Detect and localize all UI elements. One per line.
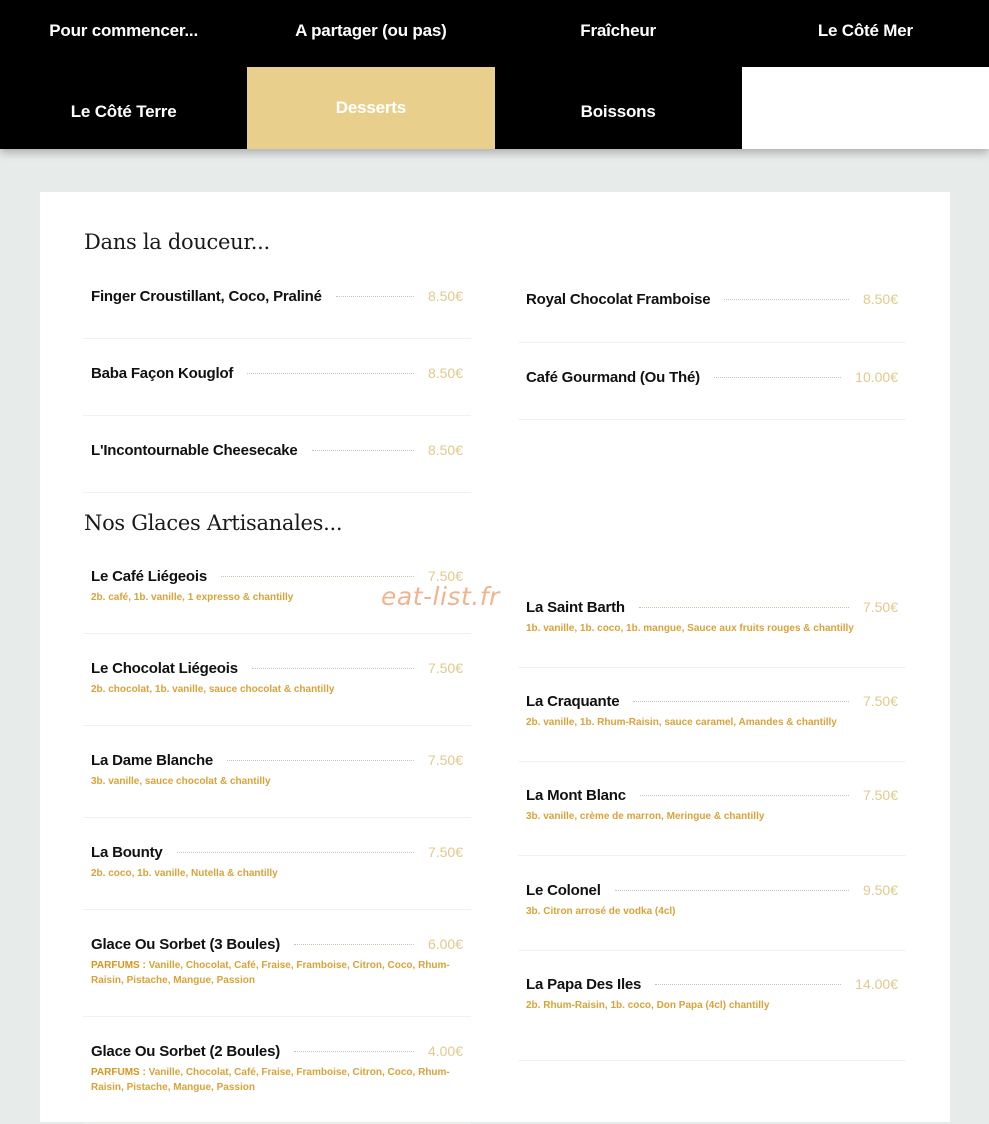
menu-item — [83, 844, 471, 881]
item-price: 6.00€ — [427, 936, 463, 952]
description-text: 2b. coco, 1b. vanille, Nutella & chantilly — [91, 868, 278, 879]
item-name: La Dame Blanche — [91, 752, 214, 769]
dot-leader — [640, 795, 849, 796]
dot-leader — [615, 890, 849, 891]
description-text: 2b. vanille, 1b. Rhum-Raisin, sauce caramel, Amandes & chantilly — [526, 717, 837, 728]
menu-item-row — [91, 752, 463, 769]
tab-cote-mer[interactable]: Le Côté Mer — [817, 20, 913, 40]
dot-leader — [252, 668, 414, 669]
item-description — [526, 621, 898, 636]
dot-leader — [177, 852, 414, 853]
description-text: Vanille, Chocolat, Café, Fraise, Framboise, Citron, Coco, Rhum-Raisin, Pistache, Mangue, Passion — [91, 960, 450, 986]
menu-item-row — [526, 882, 898, 899]
description-text: 2b. café, 1b. vanille, 1 expresso & chantilly — [91, 592, 294, 603]
item-description — [526, 809, 898, 824]
menu-item-row — [526, 599, 898, 616]
tab-boissons[interactable]: Boissons — [495, 67, 742, 149]
item-name: La Craquante — [526, 693, 620, 710]
menu-item — [83, 936, 471, 988]
category-nav — [0, 0, 989, 149]
item-divider — [518, 342, 906, 343]
menu-item — [518, 882, 906, 919]
description-text: 2b. chocolat, 1b. vanille, sauce chocolat & chantilly — [91, 684, 335, 695]
item-description — [526, 715, 898, 730]
item-description — [91, 958, 463, 988]
item-name: Glace Ou Sorbet (2 Boules) — [91, 1043, 281, 1060]
item-name: Baba Façon Kouglof — [91, 365, 234, 382]
description-text: Vanille, Chocolat, Café, Fraise, Framboise, Citron, Coco, Rhum-Raisin, Pistache, Mangue, Passion — [91, 1067, 450, 1093]
item-divider — [83, 492, 471, 493]
nav-row-1 — [0, 0, 989, 67]
menu-card — [40, 192, 950, 1122]
item-name: Le Chocolat Liégeois — [91, 660, 238, 677]
item-price: 14.00€ — [855, 976, 898, 992]
item-name: La Mont Blanc — [526, 787, 626, 804]
dot-leader — [336, 296, 414, 297]
dot-leader — [633, 701, 849, 702]
item-name: La Bounty — [91, 844, 163, 861]
menu-item — [518, 976, 906, 1013]
item-description — [91, 774, 463, 789]
item-description — [91, 1065, 463, 1095]
item-divider — [83, 1016, 471, 1017]
item-price: 8.50€ — [427, 365, 463, 381]
menu-item-row — [526, 976, 898, 993]
item-price: 7.50€ — [862, 693, 898, 709]
dot-leader — [247, 373, 414, 374]
item-divider — [83, 415, 471, 416]
item-name: La Papa Des Iles — [526, 976, 642, 993]
dot-leader — [639, 607, 849, 608]
item-price: 8.50€ — [862, 291, 898, 307]
dot-leader — [655, 984, 841, 985]
menu-item — [518, 291, 906, 308]
menu-item-row — [91, 442, 463, 459]
menu-item-row — [526, 693, 898, 710]
item-name: Le Colonel — [526, 882, 601, 899]
menu-item — [83, 752, 471, 789]
item-description — [91, 682, 463, 697]
dot-leader — [227, 760, 414, 761]
item-name: Finger Croustillant, Coco, Praliné — [91, 288, 322, 305]
item-divider — [83, 725, 471, 726]
menu-item-row — [91, 844, 463, 861]
item-price: 8.50€ — [427, 442, 463, 458]
item-name: La Saint Barth — [526, 599, 625, 616]
item-divider — [83, 909, 471, 910]
item-name: Royal Chocolat Framboise — [526, 291, 711, 308]
item-price: 4.00€ — [427, 1043, 463, 1059]
menu-item-row — [526, 291, 898, 308]
section-title-glaces: Nos Glaces Artisanales... — [84, 511, 343, 535]
nav-row-2 — [0, 67, 989, 149]
item-divider — [518, 950, 906, 951]
dot-leader — [221, 576, 414, 577]
item-price: 7.50€ — [427, 568, 463, 584]
menu-item — [83, 365, 471, 382]
dot-leader — [294, 1051, 414, 1052]
item-price: 7.50€ — [862, 599, 898, 615]
dot-leader — [714, 377, 841, 378]
item-divider — [518, 761, 906, 762]
parfums-label: PARFUMS : — [91, 1067, 146, 1078]
item-divider — [518, 667, 906, 668]
item-price: 7.50€ — [427, 660, 463, 676]
parfums-label: PARFUMS : — [91, 960, 146, 971]
item-name: Café Gourmand (Ou Thé) — [526, 369, 700, 386]
menu-item-row — [91, 288, 463, 305]
item-divider — [83, 633, 471, 634]
item-price: 8.50€ — [427, 288, 463, 304]
item-divider — [518, 419, 906, 420]
description-text: 2b. Rhum-Raisin, 1b. coco, Don Papa (4cl) chantilly — [526, 1000, 770, 1011]
tab-cote-terre[interactable]: Le Côté Terre — [0, 67, 247, 149]
item-name: Le Café Liégeois — [91, 568, 208, 585]
section-title-douceur: Dans la douceur... — [84, 230, 270, 254]
menu-item — [83, 660, 471, 697]
dot-leader — [724, 299, 849, 300]
item-price: 7.50€ — [427, 752, 463, 768]
item-divider — [518, 1060, 906, 1061]
item-divider — [83, 338, 471, 339]
menu-item-row — [526, 369, 898, 386]
description-text: 1b. vanille, 1b. coco, 1b. mangue, Sauce aux fruits rouges & chantilly — [526, 623, 854, 634]
menu-item — [83, 442, 471, 459]
dot-leader — [294, 944, 414, 945]
tab-a-partager[interactable]: A partager (ou pas) — [295, 20, 447, 40]
tab-desserts[interactable]: Desserts — [247, 67, 494, 149]
watermark: eat-list.fr — [381, 582, 500, 611]
menu-item-row — [526, 787, 898, 804]
description-text: 3b. Citron arrosé de vodka (4cl) — [526, 906, 676, 917]
item-divider — [518, 855, 906, 856]
menu-item — [518, 599, 906, 636]
item-price: 7.50€ — [862, 787, 898, 803]
item-price: 9.50€ — [862, 882, 898, 898]
menu-item — [83, 288, 471, 305]
item-price: 7.50€ — [427, 844, 463, 860]
menu-item — [518, 369, 906, 386]
item-description — [526, 904, 898, 919]
description-text: 3b. vanille, sauce chocolat & chantilly — [91, 776, 271, 787]
menu-item-row — [91, 1043, 463, 1060]
tab-fraicheur[interactable]: Fraîcheur — [580, 20, 656, 40]
item-description — [526, 998, 898, 1013]
menu-item — [518, 787, 906, 824]
item-divider — [83, 817, 471, 818]
description-text: 3b. vanille, crème de marron, Meringue & chantilly — [526, 811, 765, 822]
tab-pour-commencer[interactable]: Pour commencer... — [49, 20, 198, 40]
menu-item-row — [91, 365, 463, 382]
item-price: 10.00€ — [855, 369, 898, 385]
item-description — [91, 866, 463, 881]
menu-item — [83, 1043, 471, 1095]
menu-item — [518, 693, 906, 730]
dot-leader — [312, 450, 414, 451]
menu-item-row — [91, 936, 463, 953]
item-name: Glace Ou Sorbet (3 Boules) — [91, 936, 281, 953]
menu-item-row — [91, 660, 463, 677]
nav-empty-cell — [742, 67, 989, 149]
item-name: L'Incontournable Cheesecake — [91, 442, 298, 459]
